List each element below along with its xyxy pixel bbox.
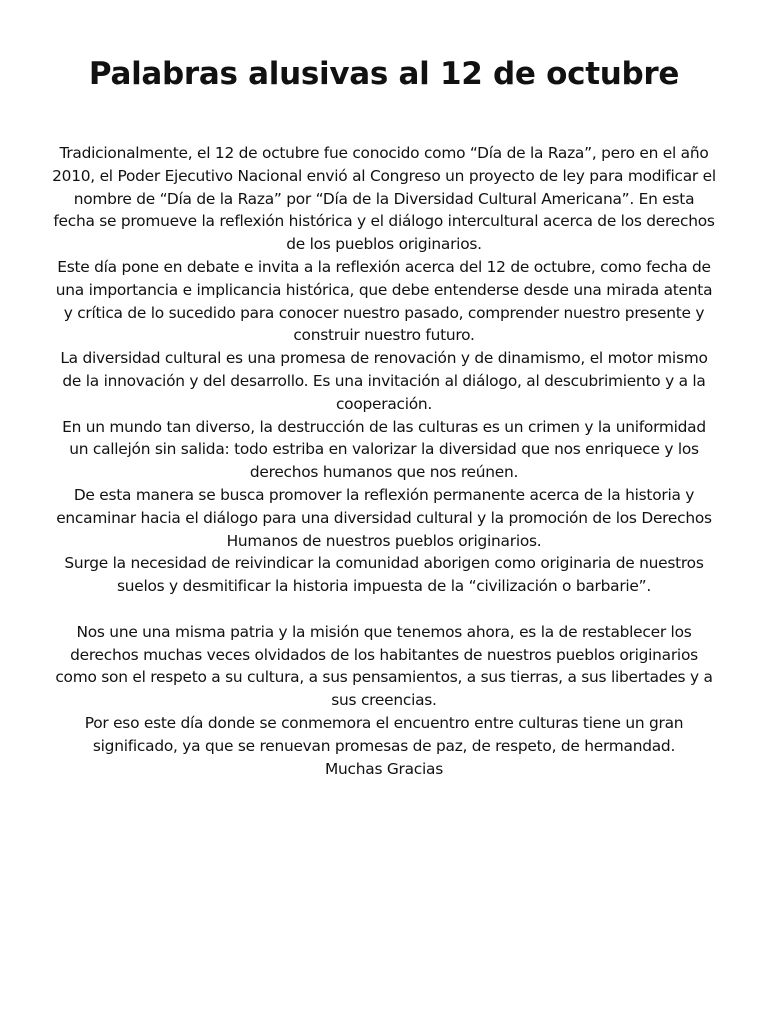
paragraph-spacer (52, 598, 716, 621)
paragraph-mundo-diverso: En un mundo tan diverso, la destrucción de las culturas es un crimen y la uniformidad un callejón sin salida: todo estriba en valorizar la diversidad que nos enriquece y los derechos humanos que nos reúnen. (62, 417, 706, 482)
paragraph-encuentro-culturas: Por eso este día donde se conmemora el encuentro entre culturas tiene un gran significado, ya que se renuevan promesas de paz, de respeto, de hermandad. (84, 713, 684, 755)
page-title: Palabras alusivas al 12 de octubre (88, 56, 680, 92)
paragraph-diversidad-cultural: La diversidad cultural es una promesa de renovación y de dinamismo, el motor mismo de la innovación y del desarrollo. Es una invitación al diálogo, al descubrimiento y a la cooperación. (60, 349, 708, 413)
document-body (52, 142, 716, 780)
closing-thanks: Muchas Gracias (325, 759, 443, 778)
paragraph-dia-de-la-raza: Tradicionalmente, el 12 de octubre fue conocido como “Día de la Raza”, pero en el año 2010, el Poder Ejecutivo Nacional envió al Congreso un proyecto de ley para modificar el nombre de “Día de la Raza” por “Día de la Diversidad Cultural Americana”. En esta fecha se promueve la reflexión histórica y el diálogo intercultural acerca de los derechos de los pueblos originarios. (52, 144, 716, 254)
paragraph-patria: Nos une una misma patria y la misión que tenemos ahora, es la de restablecer los derechos muchas veces olvidados de los habitantes de nuestros pueblos originarios como son el respeto a su cultura, a sus pensamientos, a sus tierras, a sus libertades y a sus creencias. (55, 622, 713, 710)
paragraph-reivindicar: Surge la necesidad de reivindicar la comunidad aborigen como originaria de nuestros suelos y desmitificar la historia impuesta de la “civilización o barbarie”. (64, 554, 704, 596)
paragraph-reflexion-permanente: De esta manera se busca promover la reflexión permanente acerca de la historia y encaminar hacia el diálogo para una diversidad cultural y la promoción de los Derechos Humanos de nuestros pueblos originarios. (56, 485, 712, 550)
paragraph-debate: Este día pone en debate e invita a la reflexión acerca del 12 de octubre, como fecha de una importancia e implicancia histórica, que debe entenderse desde una mirada atenta y crítica de lo sucedido para conocer nuestro pasado, comprender nuestro presente y construir nuestro futuro. (55, 257, 713, 345)
